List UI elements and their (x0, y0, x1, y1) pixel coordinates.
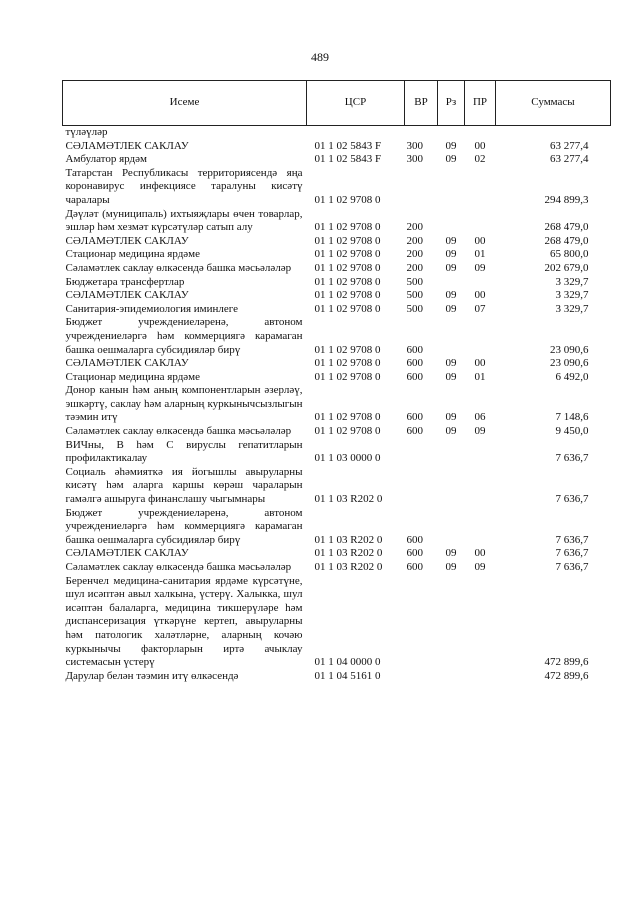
cell-vr: 500 (406, 289, 423, 302)
cell-name: Дәүләт (муниципаль) ихтыяҗлары өчен товарлар, эшләр һәм хезмәт күрсәтүләр сатып алу (65, 207, 303, 234)
cell-sum: 268 479,0 (544, 234, 589, 247)
cell-vr: 600 (406, 561, 423, 573)
cell-pr (465, 276, 496, 290)
cell-rz: 09 (445, 153, 457, 166)
cell-vr: 600 (406, 425, 423, 438)
cell-csr: 01 1 02 9708 0 (314, 302, 381, 315)
table-row (63, 153, 611, 167)
cell-vr: 600 (406, 357, 423, 370)
table-row (63, 371, 611, 385)
cell-sum: 3 329,7 (555, 302, 589, 315)
cell-sum: 6 492,0 (555, 370, 589, 383)
cell-pr: 02 (474, 153, 486, 166)
table-row (63, 262, 611, 276)
cell-name: СӘЛАМӘТЛЕК САКЛАУ (65, 289, 189, 302)
cell-rz: 09 (445, 547, 457, 560)
cell-name: Сәламәтлек саклау өлкәсендә башка мәсьәләләр (65, 261, 292, 274)
cell-name: Стационар медицина ярдәме (65, 248, 201, 261)
cell-rz: 09 (445, 139, 457, 152)
cell-sum: 65 800,0 (550, 248, 589, 261)
page-number: 489 (311, 50, 329, 64)
cell-csr: 01 1 02 9708 0 (314, 343, 381, 356)
cell-name: СӘЛАМӘТЛЕК САКЛАУ (65, 139, 189, 152)
cell-name: түләүләр (65, 126, 108, 138)
table-row (63, 384, 611, 425)
cell-name: Санитария-эпидемиология иминлеге (65, 302, 239, 315)
cell-name: Бюджет учреждениеләренә, автоном учреждениеләргә һәм коммерциягә карамаган башка оешмаларга субсидияләр бирү (65, 316, 303, 356)
cell-csr: 01 1 02 9708 0 (314, 425, 381, 438)
cell-vr: 600 (406, 343, 423, 356)
table-row (63, 357, 611, 371)
table-header (63, 81, 611, 126)
cell-csr: 01 1 03 R202 0 (314, 547, 383, 560)
cell-sum: 7 636,7 (555, 533, 589, 546)
cell-sum: 7 636,7 (555, 452, 589, 465)
cell-rz: 09 (445, 370, 457, 383)
table-row (63, 248, 611, 262)
cell-csr: 01 1 02 9708 0 (314, 221, 381, 234)
table-row (63, 167, 611, 208)
cell-csr: 01 1 04 5161 0 (314, 669, 381, 682)
cell-vr: 600 (406, 533, 423, 546)
cell-csr: 01 1 02 9708 0 (314, 248, 381, 261)
cell-name: Беренчел медицина-санитария ярдәме күрсәтүне, шул исәптән авыл халкына, үстерү. Халыкка, шул исәптән балаларга, медицина тикшерүләре һәм диспансеризация үткәрүне кертеп, авыруларны һәм патологик халәтләрне, аларның кочәю куркынычы факторларын иртә ачыклау системасын үстерү (65, 574, 303, 669)
table-row (63, 425, 611, 439)
table-body (63, 126, 611, 684)
cell-rz: 09 (445, 248, 457, 261)
cell-rz (438, 208, 465, 235)
cell-csr: 01 1 02 9708 0 (314, 234, 381, 247)
cell-csr (307, 126, 405, 140)
cell-pr: 00 (474, 547, 486, 560)
cell-rz (438, 439, 465, 466)
cell-sum: 9 450,0 (555, 425, 589, 438)
cell-pr (465, 167, 496, 208)
cell-pr (465, 466, 496, 507)
cell-pr (465, 126, 496, 140)
cell-rz (438, 276, 465, 290)
cell-pr: 09 (474, 561, 486, 573)
table-row (63, 208, 611, 235)
table-row (63, 670, 611, 684)
cell-vr (405, 466, 438, 507)
cell-pr: 06 (474, 411, 486, 424)
header-vr: ВР (405, 81, 438, 126)
cell-rz (438, 670, 465, 684)
cell-csr: 01 1 02 9708 0 (314, 289, 381, 302)
cell-csr: 01 1 02 9708 0 (314, 357, 381, 370)
table-row (63, 126, 611, 140)
cell-sum: 23 090,6 (550, 343, 589, 356)
cell-pr: 01 (474, 248, 486, 261)
cell-vr: 600 (406, 547, 423, 560)
cell-rz: 09 (445, 411, 457, 424)
cell-csr: 01 1 02 9708 0 (314, 193, 381, 206)
cell-name: Стационар медицина ярдәме (65, 370, 201, 383)
cell-csr: 01 1 02 9708 0 (314, 261, 381, 274)
table-row (63, 140, 611, 154)
header-csr: ЦСР (307, 81, 405, 126)
cell-csr: 01 1 02 9708 0 (314, 411, 381, 424)
cell-csr: 01 1 02 5843 F (314, 153, 382, 166)
cell-name: Бюджетара трансфертлар (65, 275, 185, 288)
cell-rz (438, 167, 465, 208)
cell-name: Бюджет учреждениеләренә, автоном учреждениеләргә һәм коммерциягә карамаган башка оешмаларга субсидияләр бирү (65, 506, 303, 546)
cell-name: СӘЛАМӘТЛЕК САКЛАУ (65, 234, 189, 247)
cell-pr: 00 (474, 234, 486, 247)
table-row (63, 303, 611, 317)
table-row (63, 289, 611, 303)
cell-pr: 00 (474, 357, 486, 370)
cell-sum: 202 679,0 (544, 261, 589, 274)
cell-pr (465, 316, 496, 357)
cell-sum (496, 126, 611, 140)
cell-pr (465, 439, 496, 466)
cell-sum: 7 636,7 (555, 547, 589, 560)
cell-pr: 09 (474, 425, 486, 438)
header-pr: ПР (465, 81, 496, 126)
header-sum: Суммасы (496, 81, 611, 126)
cell-rz (438, 575, 465, 670)
table-row (63, 276, 611, 290)
header-name: Исеме (63, 81, 307, 126)
cell-vr: 300 (406, 153, 423, 166)
table-row (63, 507, 611, 548)
cell-pr: 00 (474, 139, 486, 152)
table-row (63, 575, 611, 670)
cell-name: Донор канын һәм аның компонентларын әзерләү, эшкәртү, саклау һәм аларның куркынычсызлыгын тәэмин итү (65, 384, 303, 424)
cell-sum: 472 899,6 (544, 656, 589, 669)
table-row (63, 439, 611, 466)
cell-csr: 01 1 03 0000 0 (314, 452, 381, 465)
cell-name: Дарулар белән тәэмин итү өлкәсендә (65, 669, 239, 682)
cell-name: Социаль әһәмияткә ия йогышлы авыруларны кисәтү һәм аларга каршы көрәш чараларын гамәлгә ашыруга финанслашу чыгымнары (65, 465, 303, 506)
cell-vr: 500 (406, 275, 423, 288)
header-rz: Рз (438, 81, 465, 126)
cell-csr: 01 1 03 R202 0 (314, 561, 383, 573)
cell-csr: 01 1 02 9708 0 (314, 370, 381, 383)
cell-vr: 500 (406, 302, 423, 315)
cell-sum: 472 899,6 (544, 669, 589, 682)
cell-csr: 01 1 04 0000 0 (314, 656, 381, 669)
table-row (63, 235, 611, 249)
cell-pr (465, 208, 496, 235)
cell-sum: 7 636,7 (555, 561, 589, 573)
cell-sum: 3 329,7 (555, 289, 589, 302)
table-row (63, 547, 611, 561)
cell-vr: 600 (406, 370, 423, 383)
cell-vr: 300 (406, 139, 423, 152)
cell-pr (465, 507, 496, 548)
cell-vr: 200 (406, 248, 423, 261)
cell-sum: 23 090,6 (550, 357, 589, 370)
cell-sum: 7 636,7 (555, 493, 589, 506)
cell-rz: 09 (445, 289, 457, 302)
table-row (63, 316, 611, 357)
cell-rz: 09 (445, 302, 457, 315)
cell-pr: 00 (474, 289, 486, 302)
cell-vr: 600 (406, 411, 423, 424)
cell-csr: 01 1 03 R202 0 (314, 493, 383, 506)
cell-sum: 294 899,3 (544, 193, 589, 206)
cell-vr (405, 670, 438, 684)
cell-csr: 01 1 03 R202 0 (314, 533, 383, 546)
cell-vr (405, 575, 438, 670)
cell-pr: 09 (474, 261, 486, 274)
cell-pr: 01 (474, 370, 486, 383)
cell-sum: 7 148,6 (555, 411, 589, 424)
cell-pr: 07 (474, 302, 486, 315)
cell-rz: 09 (445, 561, 457, 573)
cell-vr: 200 (406, 234, 423, 247)
cell-rz: 09 (445, 357, 457, 370)
cell-rz (438, 466, 465, 507)
cell-rz: 09 (445, 261, 457, 274)
cell-csr: 01 1 02 9708 0 (314, 275, 381, 288)
cell-rz: 09 (445, 425, 457, 438)
table-row (63, 466, 611, 507)
cell-vr: 200 (406, 221, 423, 234)
cell-vr (405, 167, 438, 208)
table-row (63, 561, 611, 575)
cell-csr: 01 1 02 5843 F (314, 139, 382, 152)
cell-name: Сәламәтлек саклау өлкәсендә башка мәсьәләләр (65, 561, 292, 573)
cell-vr (405, 439, 438, 466)
cell-name: Сәламәтлек саклау өлкәсендә башка мәсьәләләр (65, 425, 292, 438)
cell-vr: 200 (406, 261, 423, 274)
cell-sum: 63 277,4 (550, 139, 589, 152)
cell-rz (438, 126, 465, 140)
cell-name: СӘЛАМӘТЛЕК САКЛАУ (65, 547, 189, 560)
cell-name: ВИЧны, В һәм С вируслы гепатитларын профилактикалау (65, 438, 303, 465)
cell-sum: 3 329,7 (555, 275, 589, 288)
cell-sum: 268 479,0 (544, 221, 589, 234)
cell-name: Татарстан Республикасы территориясендә яңа коронавирус инфекциясе таралуны кисәтү чаралары (65, 166, 303, 206)
cell-name: СӘЛАМӘТЛЕК САКЛАУ (65, 357, 189, 370)
cell-sum: 63 277,4 (550, 153, 589, 166)
cell-rz: 09 (445, 234, 457, 247)
cell-name: Амбулатор ярдәм (65, 153, 147, 166)
cell-pr (465, 575, 496, 670)
cell-rz (438, 507, 465, 548)
cell-rz (438, 316, 465, 357)
cell-pr (465, 670, 496, 684)
cell-vr (405, 126, 438, 140)
budget-table (62, 80, 611, 683)
